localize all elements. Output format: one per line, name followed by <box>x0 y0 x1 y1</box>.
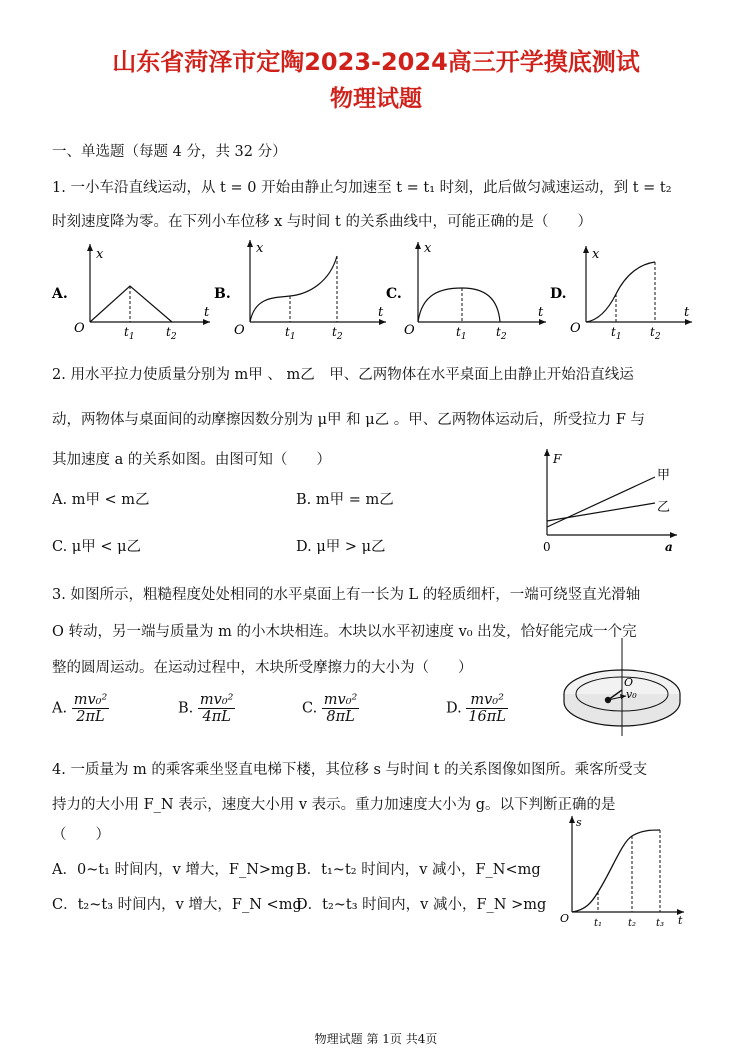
exam-subtitle: 物理试题 <box>330 86 422 112</box>
svg-text:t₁: t₁ <box>594 918 603 929</box>
q4-displacement-time-graph <box>552 812 692 932</box>
svg-text:t1: $t_1$ <box>285 325 296 342</box>
svg-text:a: a <box>665 540 673 554</box>
q2-force-acceleration-graph <box>535 445 685 557</box>
svg-text:F: F <box>553 452 562 466</box>
q4-text-line2: 持力的大小用 F_N 表示，速度大小用 v 表示。重力加速度大小为 g。以下判断正确的是 <box>52 797 616 813</box>
q2-text-line2: 动，两物体与桌面间的动摩擦因数分别为 μ甲 和 μ乙 。甲、乙两物体运动后，所受拉力 F 与 <box>52 412 646 428</box>
section-heading: 一、单选题（每题 4 分，共 32 分） <box>52 144 287 160</box>
svg-text:甲: 甲 <box>657 468 671 483</box>
svg-text:O: O <box>404 323 415 338</box>
svg-text:x: x <box>424 241 432 256</box>
q4-text-line3: （ ） <box>52 827 110 843</box>
q2-option-a[interactable]: A. m甲 < m乙 <box>52 492 150 508</box>
q4-option-c[interactable]: C．t₂~t₃ 时间内，v 增大，F_N <mg <box>52 897 302 913</box>
q2-option-c[interactable]: C. μ甲 < μ乙 <box>52 539 142 555</box>
q1-graph-a <box>74 244 210 342</box>
svg-text:x: x <box>592 247 600 262</box>
svg-text:t: t <box>538 305 544 320</box>
svg-text:O: O <box>560 912 570 925</box>
q2-text-line3: 其加速度 a 的关系如图。由图可知（ ） <box>52 452 331 468</box>
q3-option-b[interactable]: B. $\frac{\text{mv₀²}}{4\pi L}$ <box>178 692 234 725</box>
svg-text:t: t <box>684 305 690 320</box>
q3-option-c[interactable]: C. $\frac{\text{mv₀²}}{8\pi L}$ <box>302 692 358 725</box>
q2-option-d[interactable]: D. μ甲 > μ乙 <box>296 539 386 555</box>
q1-option-b-label[interactable]: B. <box>214 286 231 302</box>
svg-text:t₂: t₂ <box>628 918 637 929</box>
q1-option-a-label[interactable]: A. <box>52 286 68 302</box>
q1-graph-c <box>404 241 546 342</box>
svg-text:t: t <box>204 305 210 320</box>
q4-option-d[interactable]: D．t₂~t₃ 时间内，v 减小，F_N >mg <box>296 897 547 913</box>
svg-text:O: O <box>570 321 581 336</box>
exam-title: 山东省菏泽市定陶2023-2024高三开学摸底测试 <box>112 48 640 76</box>
svg-text:t2: $t_2$ <box>496 325 507 342</box>
svg-text:乙: 乙 <box>657 500 671 515</box>
svg-text:x: x <box>256 241 264 256</box>
svg-text:v₀: v₀ <box>626 688 637 701</box>
q3-text-line1: 3. 如图所示，粗糙程度处处相同的水平桌面上有一长为 L 的轻质细杆，一端可绕竖直光滑轴 <box>52 587 641 603</box>
q3-option-d[interactable]: D. $\frac{\text{mv₀²}}{16\pi L}$ <box>446 692 506 725</box>
q1-graph-b <box>234 240 386 342</box>
svg-text:t1: $t_1$ <box>611 325 622 342</box>
q3-text-line3: 整的圆周运动。在运动过程中，木块所受摩擦力的大小为（ ） <box>52 660 473 676</box>
svg-text:s: s <box>576 816 582 829</box>
q1-text-line2: 时刻速度降为零。在下列小车位移 x 与时间 t 的关系曲线中，可能正确的是（ ） <box>52 214 592 230</box>
q1-graph-d <box>570 246 692 342</box>
q4-option-b[interactable]: B．t₁~t₂ 时间内，v 减小，F_N<mg <box>296 862 541 878</box>
svg-text:t2: $t_2$ <box>332 325 343 342</box>
q1-graphs <box>0 236 752 346</box>
svg-text:t: t <box>678 914 683 927</box>
svg-text:O: O <box>234 323 245 338</box>
q1-text-line1: 1. 一小车沿直线运动，从 t = 0 开始由静止匀加速至 t = t₁ 时刻，此后做匀减速运动，到 t = t₂ <box>52 180 672 196</box>
svg-text:t₃: t₃ <box>656 918 665 929</box>
svg-text:t2: $t_2$ <box>650 325 661 342</box>
svg-text:t1: $t_1$ <box>456 325 467 342</box>
q1-option-d-label[interactable]: D. <box>550 286 567 302</box>
q4-text-line1: 4. 一质量为 m 的乘客乘坐竖直电梯下楼，其位移 s 与时间 t 的关系图像如图所。乘客所受支 <box>52 762 648 778</box>
svg-text:O: O <box>624 676 634 689</box>
svg-text:t: t <box>378 305 384 320</box>
page-footer: 物理试题 第 1页 共4页 <box>314 1032 438 1046</box>
svg-text:t2: $t_2$ <box>166 325 177 342</box>
svg-text:x: x <box>96 247 104 262</box>
svg-text:O: O <box>74 321 85 336</box>
svg-text:t1: $t_1$ <box>124 325 135 342</box>
q2-text-line1: 2. 用水平拉力使质量分别为 m甲 、 m乙 甲、乙两物体在水平桌面上由静止开始沿直线运 <box>52 367 634 383</box>
q1-option-c-label[interactable]: C. <box>386 286 402 302</box>
q3-option-a[interactable]: A. $\frac{\text{mv₀²}}{2\pi L}$ <box>52 692 108 725</box>
q3-text-line2: O 转动，另一端与质量为 m 的小木块相连。木块以水平初速度 v₀ 出发，恰好能完成一个完 <box>52 624 637 640</box>
q4-option-a[interactable]: A．0~t₁ 时间内，v 增大，F_N>mg <box>52 862 295 878</box>
q2-option-b[interactable]: B. m甲 = m乙 <box>296 492 394 508</box>
svg-text:0: 0 <box>543 540 551 554</box>
q3-table-figure <box>558 636 688 740</box>
